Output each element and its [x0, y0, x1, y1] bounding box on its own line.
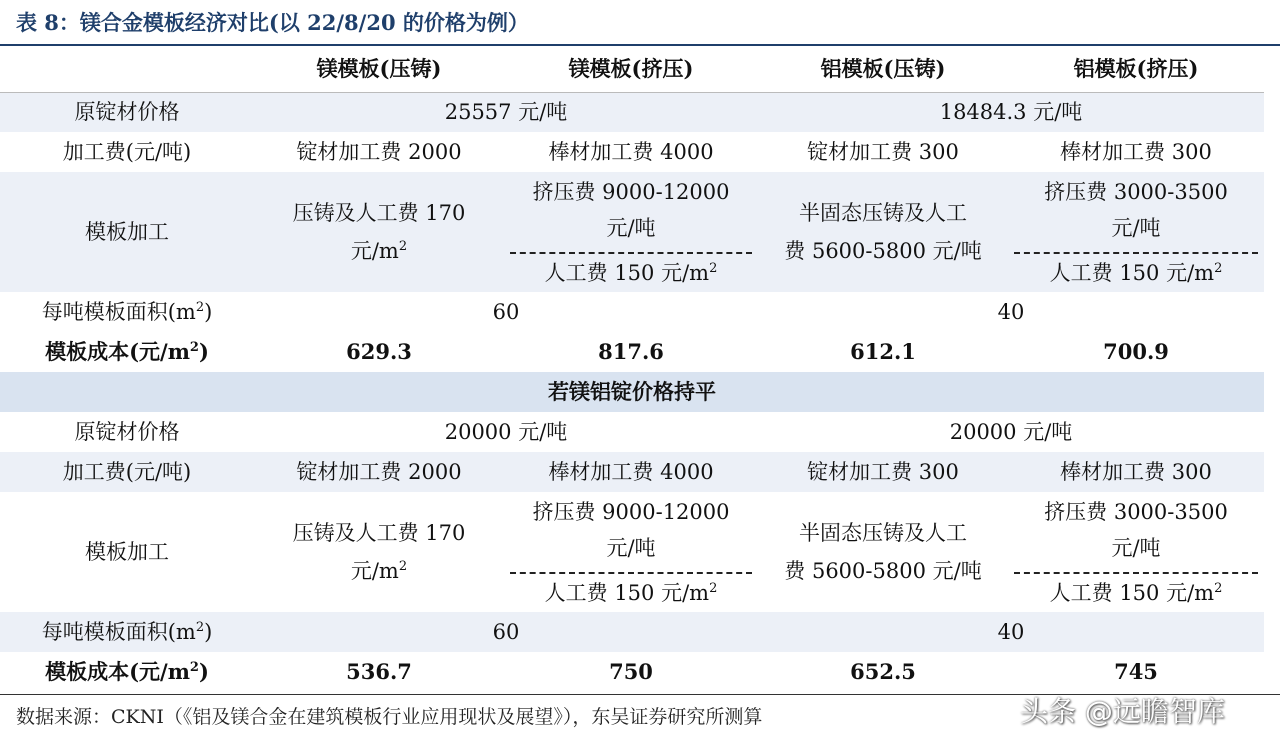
formwork-cost-row: [0, 652, 1264, 692]
comparison-table: [0, 46, 1264, 692]
cell-line: [254, 552, 504, 590]
header-empty-cell: [0, 46, 254, 92]
cell: 536.7: [346, 659, 412, 684]
superscript: 2: [398, 239, 408, 254]
split-bottom: [510, 572, 752, 612]
formwork-processing-row: [0, 172, 1264, 292]
row-label: 加工费(元/吨): [0, 452, 254, 492]
source-note: 数据来源：CKNI（《铝及镁合金在建筑模板行业应用现状及展望》），东吴证券研究所测算: [16, 706, 763, 728]
cell-line: 元/吨: [1111, 216, 1161, 240]
split-bottom: [510, 252, 752, 292]
cell-line: 费 5600-5800 元/吨: [784, 559, 982, 583]
cell-line: [254, 232, 504, 270]
superscript: 2: [189, 660, 199, 675]
watermark: 头条 @远瞻智库: [1020, 695, 1225, 728]
formwork-processing-row: [0, 492, 1264, 612]
cell: [758, 172, 1008, 292]
cell: [504, 492, 758, 612]
row-label: [0, 652, 254, 692]
cell: 棒材加工费 4000: [504, 452, 758, 492]
cell: [254, 492, 504, 612]
cell: 棒材加工费 4000: [548, 140, 714, 164]
cell-line: 压铸及人工费 170: [292, 201, 466, 225]
cell-line: 压铸及人工费 170: [292, 521, 466, 545]
cell-line: 挤压费 9000-12000: [532, 180, 730, 204]
cell-text: ): [198, 339, 209, 364]
area-per-ton-row: [0, 612, 1264, 652]
split-cell: [1008, 492, 1264, 612]
superscript: 2: [195, 620, 205, 635]
mg-area: 60: [492, 300, 520, 324]
cell: [504, 172, 758, 292]
cell-text: 元/m: [350, 239, 399, 263]
al-ingot-price: 20000 元/吨: [949, 420, 1073, 444]
superscript: 2: [195, 300, 205, 315]
cell-line: 半固态压铸及人工: [799, 201, 967, 225]
mg-ingot-price: 25557 元/吨: [254, 92, 758, 132]
mg-area: 60: [254, 612, 758, 652]
processing-fee-row: [0, 132, 1264, 172]
al-area: 40: [758, 612, 1264, 652]
cell-line: 元/吨: [606, 216, 656, 240]
split-top: [504, 492, 758, 572]
header-row: [0, 46, 1264, 92]
row-label: 加工费(元/吨): [62, 140, 192, 164]
al-ingot-price: 18484.3 元/吨: [758, 92, 1264, 132]
cell: 锭材加工费 300: [758, 452, 1008, 492]
cell: [254, 172, 504, 292]
cell-text: 人工费 150 元/m: [544, 581, 710, 605]
cell-text: ): [204, 620, 213, 644]
processing-fee-row: [0, 452, 1264, 492]
cell: 锭材加工费 2000: [296, 140, 462, 164]
cell-text: 每吨模板面积(m: [41, 620, 196, 644]
cell-line: 挤压费 3000-3500: [1044, 180, 1228, 204]
superscript: 2: [1214, 261, 1223, 276]
cell: 700.9: [1103, 339, 1169, 364]
header-mg-extrude: 镁模板(挤压): [504, 46, 758, 92]
row-label: 模板加工: [85, 540, 169, 564]
split-bottom: [1014, 572, 1258, 612]
cell: 棒材加工费 300: [1008, 452, 1264, 492]
mg-ingot-price: 20000 元/吨: [444, 420, 568, 444]
cell: [1008, 492, 1264, 612]
header-al-extrude: 铝模板(挤压): [1008, 46, 1264, 92]
superscript: 2: [398, 559, 408, 574]
cell: [1008, 172, 1264, 292]
cell-text: ): [198, 659, 209, 684]
al-area: 40: [997, 300, 1025, 324]
split-cell: [1008, 172, 1264, 292]
table-caption: 表 8：镁合金模板经济对比(以 22/8/20 的价格为例）: [16, 10, 529, 35]
split-top: [1008, 492, 1264, 572]
area-per-ton-row: [0, 292, 1264, 332]
cell: 652.5: [850, 659, 916, 684]
section-title: 若镁铝锭价格持平: [0, 372, 1264, 412]
cell-text: 元/m: [350, 559, 399, 583]
cell: 745: [1114, 659, 1158, 684]
header-mg-diecast: 镁模板(压铸): [254, 46, 504, 92]
ingot-price-row: [0, 92, 1264, 132]
row-label: 原锭材价格: [0, 92, 254, 132]
superscript: 2: [709, 261, 718, 276]
cell: 629.3: [346, 339, 412, 364]
cell-line: 挤压费 3000-3500: [1044, 500, 1228, 524]
row-label: 模板加工: [0, 172, 254, 292]
cell-text: ): [204, 300, 213, 324]
row-label: [0, 292, 254, 332]
split-cell: [504, 492, 758, 612]
formwork-cost-row: [0, 332, 1264, 372]
cell: [758, 492, 1008, 612]
header-al-diecast: 铝模板(压铸): [758, 46, 1008, 92]
cell: 750: [609, 659, 653, 684]
cell-text: 人工费 150 元/m: [1049, 261, 1215, 285]
cell: 锭材加工费 300: [807, 140, 959, 164]
cell-text: 人工费 150 元/m: [544, 261, 710, 285]
superscript: 2: [709, 581, 718, 596]
cell-line: 挤压费 9000-12000: [532, 500, 730, 524]
cell-text: 模板成本(元/m: [45, 339, 190, 364]
cell: 817.6: [598, 339, 664, 364]
cell-line: 元/吨: [606, 536, 656, 560]
section-row: [0, 372, 1264, 412]
cell: 棒材加工费 300: [1060, 140, 1212, 164]
superscript: 2: [1214, 581, 1223, 596]
row-label: 原锭材价格: [74, 420, 180, 444]
cell-text: 每吨模板面积(m: [41, 300, 196, 324]
cell-text: 人工费 150 元/m: [1049, 581, 1215, 605]
row-label: [0, 612, 254, 652]
split-top: [1008, 172, 1264, 252]
superscript: 2: [189, 340, 199, 355]
ingot-price-row: [0, 412, 1264, 452]
cell-line: 元/吨: [1111, 536, 1161, 560]
cell-line: 费 5600-5800 元/吨: [784, 239, 982, 263]
split-top: [504, 172, 758, 252]
cell: 锭材加工费 2000: [254, 452, 504, 492]
split-bottom: [1014, 252, 1258, 292]
cell: 612.1: [850, 339, 916, 364]
cell-text: 模板成本(元/m: [45, 659, 190, 684]
row-label: [0, 332, 254, 372]
cell-line: 半固态压铸及人工: [799, 521, 967, 545]
split-cell: [504, 172, 758, 292]
